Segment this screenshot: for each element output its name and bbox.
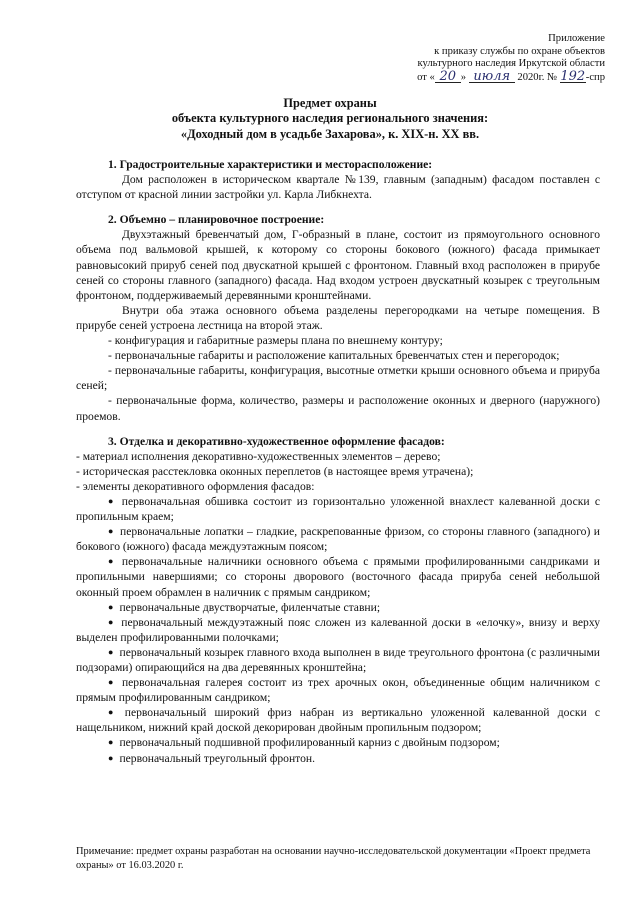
section-2-item: - первоначальные форма, количество, размеры и расположение оконных и дверного (наружного) проемов.	[76, 394, 600, 423]
title-line-2: объекта культурного наследия регионального значения:	[171, 111, 489, 126]
date-mid: »	[460, 71, 469, 83]
section-3-heading: 3. Отделка и декоративно-художественное оформление фасадов:	[108, 434, 445, 448]
date-prefix: от «	[417, 71, 435, 83]
section-3-item: - материал исполнения декоративно-художественных элементов – дерево;	[76, 449, 441, 463]
title-line-1: Предмет охраны	[283, 96, 377, 110]
appendix-header	[305, 33, 605, 84]
section-2-item: - конфигурация и габаритные размеры плана по внешнему контуру;	[108, 334, 443, 348]
handwritten-day: 20	[435, 71, 461, 83]
bullet-item	[76, 735, 600, 750]
handwritten-month: июля	[469, 71, 515, 83]
bullet-icon: ●	[108, 707, 119, 718]
bullet-icon: ●	[108, 752, 114, 763]
bullet-icon: ●	[108, 616, 116, 627]
title-line-3: «Доходный дом в усадьбе Захарова», к. XIX-н. XX вв.	[180, 126, 480, 141]
bullet-item	[76, 705, 600, 735]
section-2-heading: 2. Объемно – планировочное построение:	[108, 213, 325, 227]
bullet-text: первоначальный козырек главного входа выполнен в виде треугольного фронтона (с различными подзорами) опирающийся на два деревянных кронштейна;	[76, 645, 600, 674]
bullet-item	[76, 675, 600, 705]
section-1-heading: 1. Градостроительные характеристики и месторасположение:	[108, 158, 433, 171]
bullet-text: первоначальные двустворчатые, филенчатые ставни;	[119, 600, 381, 614]
footnote: Примечание: предмет охраны разработан на основании научно-исследовательской документации «Проект предмета охраны» от 16.03.2020 г.	[76, 846, 591, 871]
bullet-icon: ●	[108, 677, 116, 688]
bullet-text: первоначальная галерея состоит из трех арочных окон, объединенные общим наличником с прямым профилированным сандриком;	[76, 676, 601, 705]
bullet-text: первоначальные наличники основного объема с прямыми профилированными сандриками и пропильными навершиями; со стороны дворового (восточного фасада прируба сеней небольшой оконный проем обрамлен в наличник с прямым сандриком;	[76, 555, 600, 599]
bullet-item	[76, 494, 600, 524]
section-2-item: - первоначальные габариты, конфигурация, высотные отметки крыши основного объема и прируба сеней;	[76, 364, 600, 393]
number-suffix: -спр	[585, 71, 605, 83]
bullet-icon: ●	[108, 646, 114, 657]
bullet-icon: ●	[108, 526, 115, 537]
bullet-item	[76, 554, 600, 599]
appendix-date-line	[305, 68, 605, 85]
bullet-item	[76, 615, 600, 645]
bullet-text: первоначальный широкий фриз набран из вертикально уложенной калеванной доски с нащельником, нижний край доской декорирован двойным пропильным подзором;	[76, 706, 601, 735]
date-suffix: 2020г. №	[514, 71, 560, 83]
bullet-text: первоначальный треугольный фронтон.	[119, 751, 315, 765]
section-2-item: - первоначальные габариты и расположение капитальных бревенчатых стен и перегородок;	[108, 349, 560, 363]
bullet-text: первоначальный междуэтажный пояс сложен из калеванной доски в «елочку», внизу и верху выделен профилированными полочками;	[76, 615, 601, 644]
bullet-icon: ●	[108, 737, 114, 748]
bullet-icon: ●	[108, 556, 116, 567]
bullet-item	[76, 645, 600, 675]
section-3-item: - историческая расстекловка оконных переплетов (в настоящее время утрачена);	[76, 464, 474, 478]
section-2-paragraph-1: Двухэтажный бревенчатый дом, Г-образный в плане, состоит из прямоугольного основного объема под вальмовой крышей, к которому со стороны бокового (южного) фасада примыкает равновысокий прируб сеней под двускатной крышей с фронтоном. Главный вход расположен в прирубе сеней со стороны главного (западного) фасада. Над входом устроен двускатный козырек с треугольным фронтоном, поддерживаемый деревянными кронштейнами.	[76, 228, 600, 302]
appendix-order-line: к приказу службы по охране объектов	[434, 45, 605, 57]
bullet-text: первоначальный подшивной профилированный карниз с двойным подзором;	[119, 736, 500, 750]
appendix-label: Приложение	[548, 33, 605, 44]
document-body	[76, 157, 600, 766]
bullet-item	[76, 524, 600, 554]
section-3-item: - элементы декоративного оформления фасадов:	[76, 479, 315, 493]
bullet-item	[76, 751, 600, 766]
handwritten-number: 192	[560, 68, 586, 84]
bullet-text: первоначальная обшивка состоит из горизонтально уложенной внахлест калеванной доски с пропильным краем;	[76, 494, 600, 524]
appendix-agency-line: культурного наследия Иркутской области	[417, 58, 605, 69]
document-title	[60, 96, 600, 142]
bullet-icon: ●	[108, 495, 116, 506]
bullet-text: первоначальные лопатки – гладкие, раскрепованные фризом, со стороны главного (западного) и бокового (южного) фасада междуэтажным поясом;	[76, 525, 601, 554]
bullet-item	[76, 600, 600, 615]
section-1-paragraph: Дом расположен в историческом квартале №139, главным (западным) фасадом поставлен с отступом от красной линии застройки ул. Карла Либкнехта.	[76, 173, 600, 202]
section-2-paragraph-2: Внутри оба этажа основного объема разделены перегородками на четыре помещения. В прирубе сеней устроена лестница на второй этаж.	[76, 303, 600, 332]
bullet-icon: ●	[108, 601, 114, 612]
